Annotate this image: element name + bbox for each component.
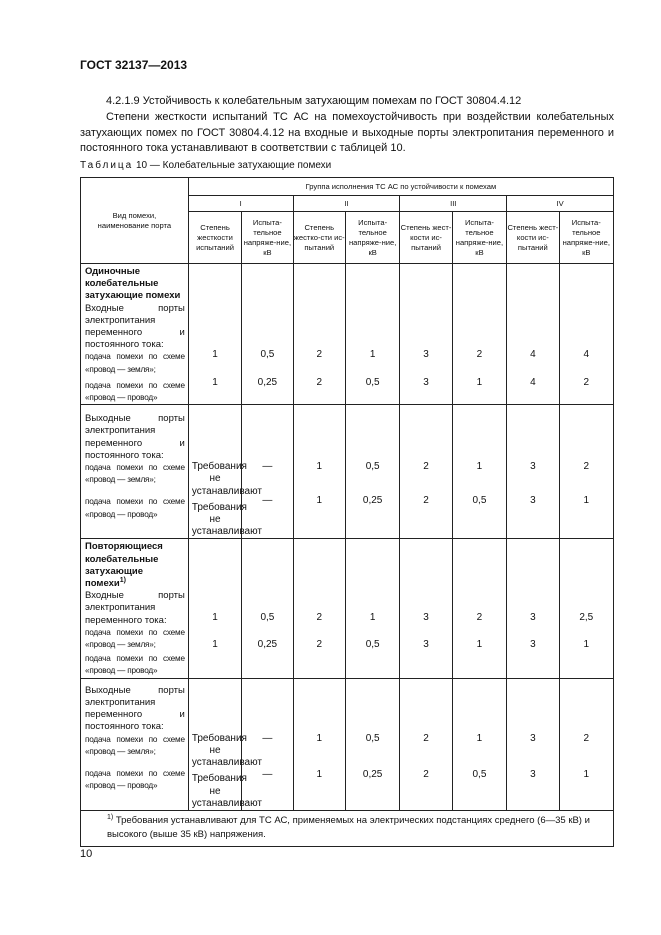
table-row <box>81 405 614 539</box>
header-group: Группа исполнения ТС АС по устойчивости к помехам <box>188 178 613 196</box>
dash-cell: — — <box>242 405 293 539</box>
table-row <box>81 539 614 678</box>
output-ports-label: Выходные порты электропитания переменного и постоянного тока: <box>85 413 185 461</box>
row-label-single-input <box>81 264 189 405</box>
input-ports-label: Входные порты электропитания переменного и постоянного тока: <box>85 302 185 351</box>
cells-col6: 1 0,5 <box>452 678 506 810</box>
dash-cell: — — <box>242 678 293 810</box>
table-footnote-row <box>81 810 614 846</box>
cells-col8: 2,5 1 <box>559 539 613 678</box>
subheader-voltage: Испыта-тельное напряже-ние, кВ <box>345 212 399 264</box>
cells-col7: 3 3 <box>507 678 559 810</box>
cells-col4: 0,5 0,25 <box>345 678 399 810</box>
cells-col6: 1 0,5 <box>452 405 506 539</box>
mode-ground-label: подача помехи по схеме «провод — земля»; <box>85 352 185 374</box>
cells-col5: 2 2 <box>400 405 452 539</box>
table-caption <box>80 160 331 171</box>
subheader-severity: Степень жест-кости ис-пытаний <box>400 212 452 264</box>
mode-wire-label: подача помехи по схеме «провод — провод» <box>85 497 185 519</box>
row-label-repeat-output <box>81 678 189 810</box>
not-set-cell: Требования не устанавливают Требования не устанавливают <box>188 405 241 539</box>
oscillatory-noise-table <box>80 177 614 847</box>
output-ports-label: Выходные порты электропитания переменного и постоянного тока: <box>85 684 185 733</box>
cells-col6: 2 1 <box>452 539 506 678</box>
table-caption-text: 10 — Колебательные затухающие помехи <box>136 160 332 171</box>
section2-title: Повторяющиеся колебательные затухающие помехи$^{1)}$ <box>85 541 163 590</box>
mode-ground-label: подача помехи по схеме «провод — земля»; <box>85 627 185 650</box>
cells-col2: 0,5 0,25 <box>242 539 293 678</box>
cells-col3: 2 2 <box>293 264 345 405</box>
table-caption-word: Таблица <box>80 160 134 171</box>
footnote-mark: 1) <box>119 576 126 584</box>
cells-col5: 3 3 <box>400 264 452 405</box>
body-paragraph: Степени жесткости испытаний ТС АС на помехоустойчивость при воздействии колебательных затухающих помех по ГОСТ 30804.4.12 на входные и выходные порты электропитания переменного и постоянного тока устанавливают в соответствии с таблицей 10. <box>80 111 614 154</box>
cells-col4: 1 0,5 <box>345 539 399 678</box>
cells-col7: 4 4 <box>507 264 559 405</box>
cells-col3: 1 1 <box>293 405 345 539</box>
mode-wire-label: подача помехи по схеме «провод — провод» <box>85 380 185 403</box>
mode-ground-label: подача помехи по схеме «провод — земля»; <box>85 463 185 485</box>
cells-col2: 0,5 0,25 <box>242 264 293 405</box>
input-ports-label: Входные порты электропитания переменного тока: <box>85 590 185 626</box>
cells-col8: 4 2 <box>559 264 613 405</box>
cells-col1: 1 1 <box>188 539 241 678</box>
subheader-severity: Степень жесткости испытаний <box>188 212 241 264</box>
page-number: 10 <box>80 848 93 860</box>
cells-col1: 1 1 <box>188 264 241 405</box>
subheader-voltage: Испыта-тельное напряже-ние, кВ <box>242 212 293 264</box>
cells-col4: 0,5 0,25 <box>345 405 399 539</box>
row-label-single-output <box>81 405 189 539</box>
subheader-voltage: Испыта-тельное напряже-ние, кВ <box>559 212 613 264</box>
table-footnote: $^{1)}$ Требования устанавливают для ТС АС, применяемых на электрических подстанциях среднего (6—35 кВ) и высокого (выше 35 кВ) напряжения. <box>81 810 614 846</box>
mode-wire-label: подача помехи по схеме «провод — провод» <box>85 768 185 791</box>
table-row <box>81 264 614 405</box>
cells-col7: 3 3 <box>507 539 559 678</box>
cells-col8: 2 1 <box>559 405 613 539</box>
table-row <box>81 678 614 810</box>
header-group-4: IV <box>507 196 614 212</box>
cells-col4: 1 0,5 <box>345 264 399 405</box>
cells-col7: 3 3 <box>507 405 559 539</box>
header-group-2: II <box>293 196 400 212</box>
mode-wire-label: подача помехи по схеме «провод — провод» <box>85 654 185 676</box>
row-label-repeat-input <box>81 539 189 678</box>
section-heading-paragraph: 4.2.1.9 Устойчивость к колебательным затухающим помехам по ГОСТ 30804.4.12 <box>106 95 522 107</box>
cells-col6: 2 1 <box>452 264 506 405</box>
not-set-cell: Требования не устанавливают Требования не устанавливают <box>188 678 241 810</box>
header-noise-type: Вид помехи, наименование порта <box>81 178 189 264</box>
section1-title: Одиночные колебательные затухающие помехи <box>85 266 181 302</box>
subheader-severity: Степень жестко-сти ис-пытаний <box>293 212 345 264</box>
cells-col5: 2 2 <box>400 678 452 810</box>
cells-col8: 2 1 <box>559 678 613 810</box>
header-group-3: III <box>400 196 507 212</box>
mode-ground-label: подача помехи по схеме «провод — земля»; <box>85 734 185 756</box>
cells-col3: 1 1 <box>293 678 345 810</box>
subheader-severity: Степень жест-кости ис-пытаний <box>507 212 559 264</box>
header-group-1: I <box>188 196 293 212</box>
cells-col3: 2 2 <box>293 539 345 678</box>
subheader-voltage: Испыта-тельное напряже-ние, кВ <box>452 212 506 264</box>
cells-col5: 3 3 <box>400 539 452 678</box>
document-header: ГОСТ 32137—2013 <box>80 58 188 72</box>
